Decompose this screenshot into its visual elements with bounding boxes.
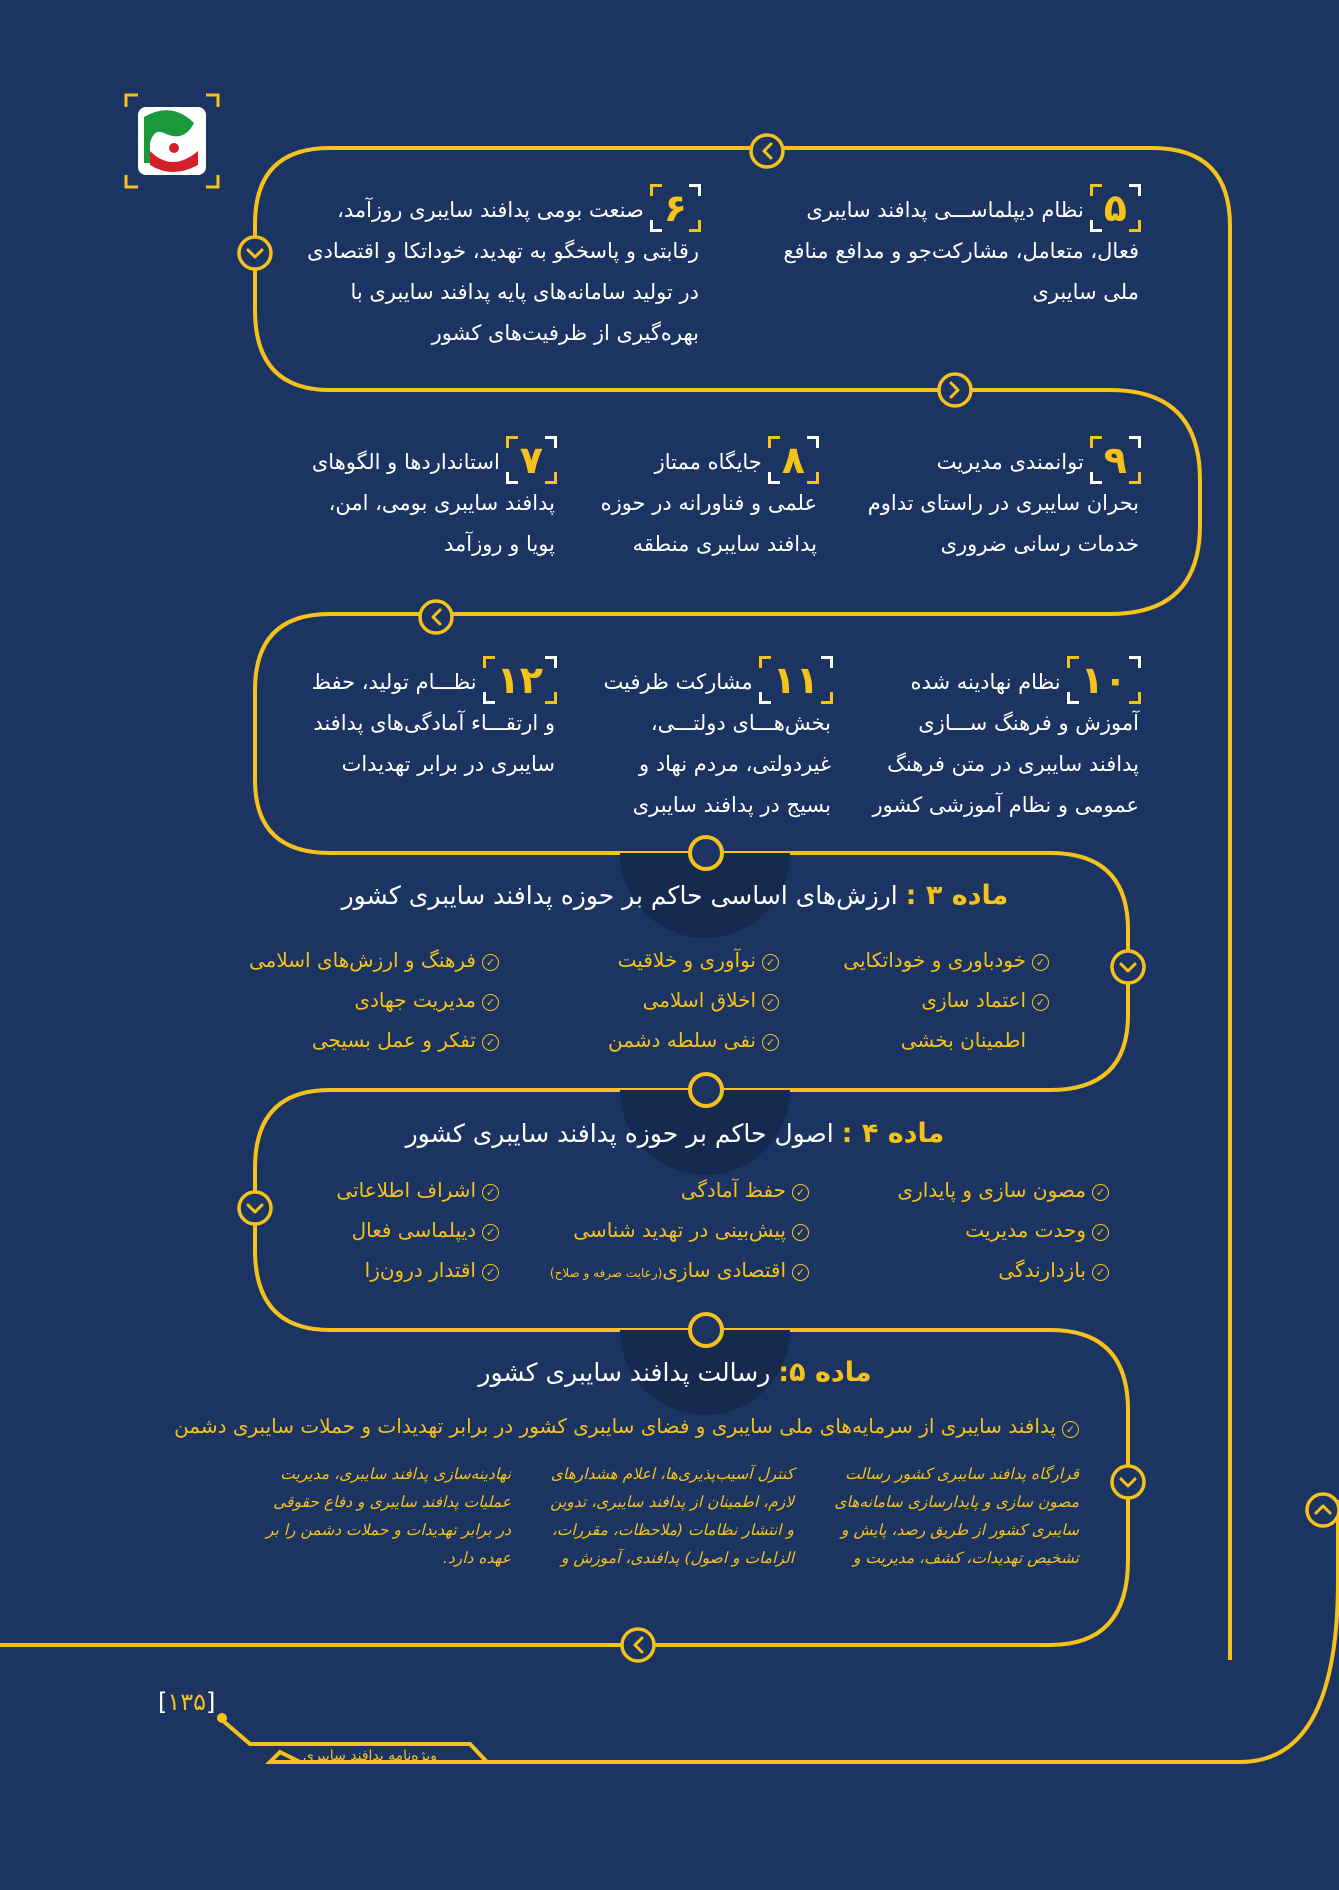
article3-values — [229, 940, 1049, 1060]
goal-number: ۶ — [652, 188, 699, 228]
goal-number: ۱۲ — [485, 660, 555, 700]
goal-item-9: ۹توانمندی مدیریت بحران سایبری در راستای تداوم خدمات رسانی ضروری — [867, 438, 1139, 556]
principle-item: ✓پیش‌بینی در تهدید شناسی — [499, 1210, 809, 1250]
principle-item: ✓اقتدار درون‌زا — [229, 1250, 499, 1293]
value-item: ✓نفی سلطه دشمن — [499, 1020, 779, 1060]
page-number: [۱۳۵] — [158, 1688, 216, 1716]
goal-item-8: ۸جایگاه ممتاز علمی و فناورانه در حوزه پدافند سایبری منطقه — [600, 438, 817, 556]
principle-item: ✓دیپلماسی فعال — [229, 1210, 499, 1250]
goal-item-6: ۶صنعت بومی پدافند سایبری روزآمد، رقابتی و پاسخگو به تهدید، خوداتکا و اقتصادی در تولید سامانه‌های پایه پدافند سایبری با بهره‌گیری از ظرفیت‌های کشور — [307, 186, 699, 345]
goal-item-12: ۱۲نظـــام تولید، حفظ و ارتقـــاء آمادگی‌های پدافند سایبری در برابر تهدیدات — [311, 658, 555, 776]
mission-statement: ✓پدافند سایبری از سرمایه‌های ملی سایبری و فضای سایبری کشور در برابر تهدیدات و حملات سایبری دشمن — [174, 1414, 1079, 1438]
mission-column-3: نهادینه‌سازی پدافند سایبری، مدیریت عملیات پدافند سایبری و دفاع حقوقی در برابر تهدیدات و حملات دشمن را بر عهده دارد. — [265, 1465, 511, 1567]
goal-number: ۸ — [770, 440, 817, 480]
value-item: ✓تفکر و عمل بسیجی — [229, 1020, 499, 1060]
goal-item-11: ۱۱مشارکت ظرفیت بخش‌هـــای دولتـــی، غیردولتی، مردم نهاد و بسیج در پدافند سایبری — [603, 658, 831, 817]
value-item: اطمینان بخشی — [900, 1028, 1026, 1052]
footer-publication-title: ویژه‌نامه پدافند سایبری — [303, 1748, 437, 1764]
article4-heading: ماده ۴ : اصول حاکم بر حوزه پدافند سایبری کشور — [405, 1118, 945, 1149]
principle-item: ✓اقتصادی سازی(رعایت صرفه و صلاح) — [499, 1250, 809, 1293]
goal-item-7: ۷استانداردها و الگوهای پدافند سایبری بومی، امن، پویا و روزآمد — [311, 438, 555, 556]
goal-item-10: ۱۰نظام نهادینه شده آموزش و فرهنگ ســـازی پدافند سایبری در متن فرهنگ عمومی و نظام آموزشی کشور — [872, 658, 1139, 817]
goal-number: ۵ — [1092, 188, 1139, 228]
principle-item: ✓اشراف اطلاعاتی — [229, 1170, 499, 1210]
organization-logo-icon — [124, 93, 220, 189]
goal-number: ۱۱ — [761, 660, 831, 700]
goal-number: ۹ — [1092, 440, 1139, 480]
article3-heading: ماده ۳ : ارزش‌های اساسی حاکم بر حوزه پدافند سایبری کشور — [341, 880, 1009, 911]
goal-number: ۷ — [508, 440, 555, 480]
value-item: ✓اخلاق اسلامی — [499, 980, 779, 1020]
principle-item: ✓وحدت مدیریت — [809, 1210, 1109, 1250]
value-item: ✓نوآوری و خلاقیت — [499, 940, 779, 980]
mission-column-2: کنترل آسیب‌پذیری‌ها، اعلام هشدارهای لازم، اطمینان از پدافند سایبری، تدوین و انتشار نظامات (ملاحظات، مقررات، الزامات و اصول) پدافندی، آموزش و — [550, 1465, 794, 1567]
goal-number: ۱۰ — [1069, 660, 1139, 700]
principle-item: ✓بازدارندگی — [809, 1250, 1109, 1293]
article5-heading: ماده ۵: رسالت پدافند سایبری کشور — [478, 1357, 872, 1388]
value-item: ✓خودباوری و خوداتکایی — [779, 940, 1049, 980]
mission-column-1: قرارگاه پدافند سایبری کشور رسالت مصون سازی و پایدارسازی سامانه‌های سایبری کشور از طریق رصد، پایش و تشخیص تهدیدات، کشف، مدیریت و — [834, 1465, 1079, 1567]
principle-item: ✓حفظ آمادگی — [499, 1170, 809, 1210]
principle-item: ✓مصون سازی و پایداری — [809, 1170, 1109, 1210]
value-item: ✓اعتماد سازی — [779, 980, 1049, 1020]
value-item: ✓مدیریت جهادی — [229, 980, 499, 1020]
goal-item-5: ۵نظام دیپلماســـی پدافند سایبری فعال، متعامل، مشارکت‌جو و مدافع منافع ملی سایبری — [783, 186, 1139, 304]
value-item: ✓فرهنگ و ارزش‌های اسلامی — [229, 940, 499, 980]
article4-values — [229, 1170, 1109, 1293]
